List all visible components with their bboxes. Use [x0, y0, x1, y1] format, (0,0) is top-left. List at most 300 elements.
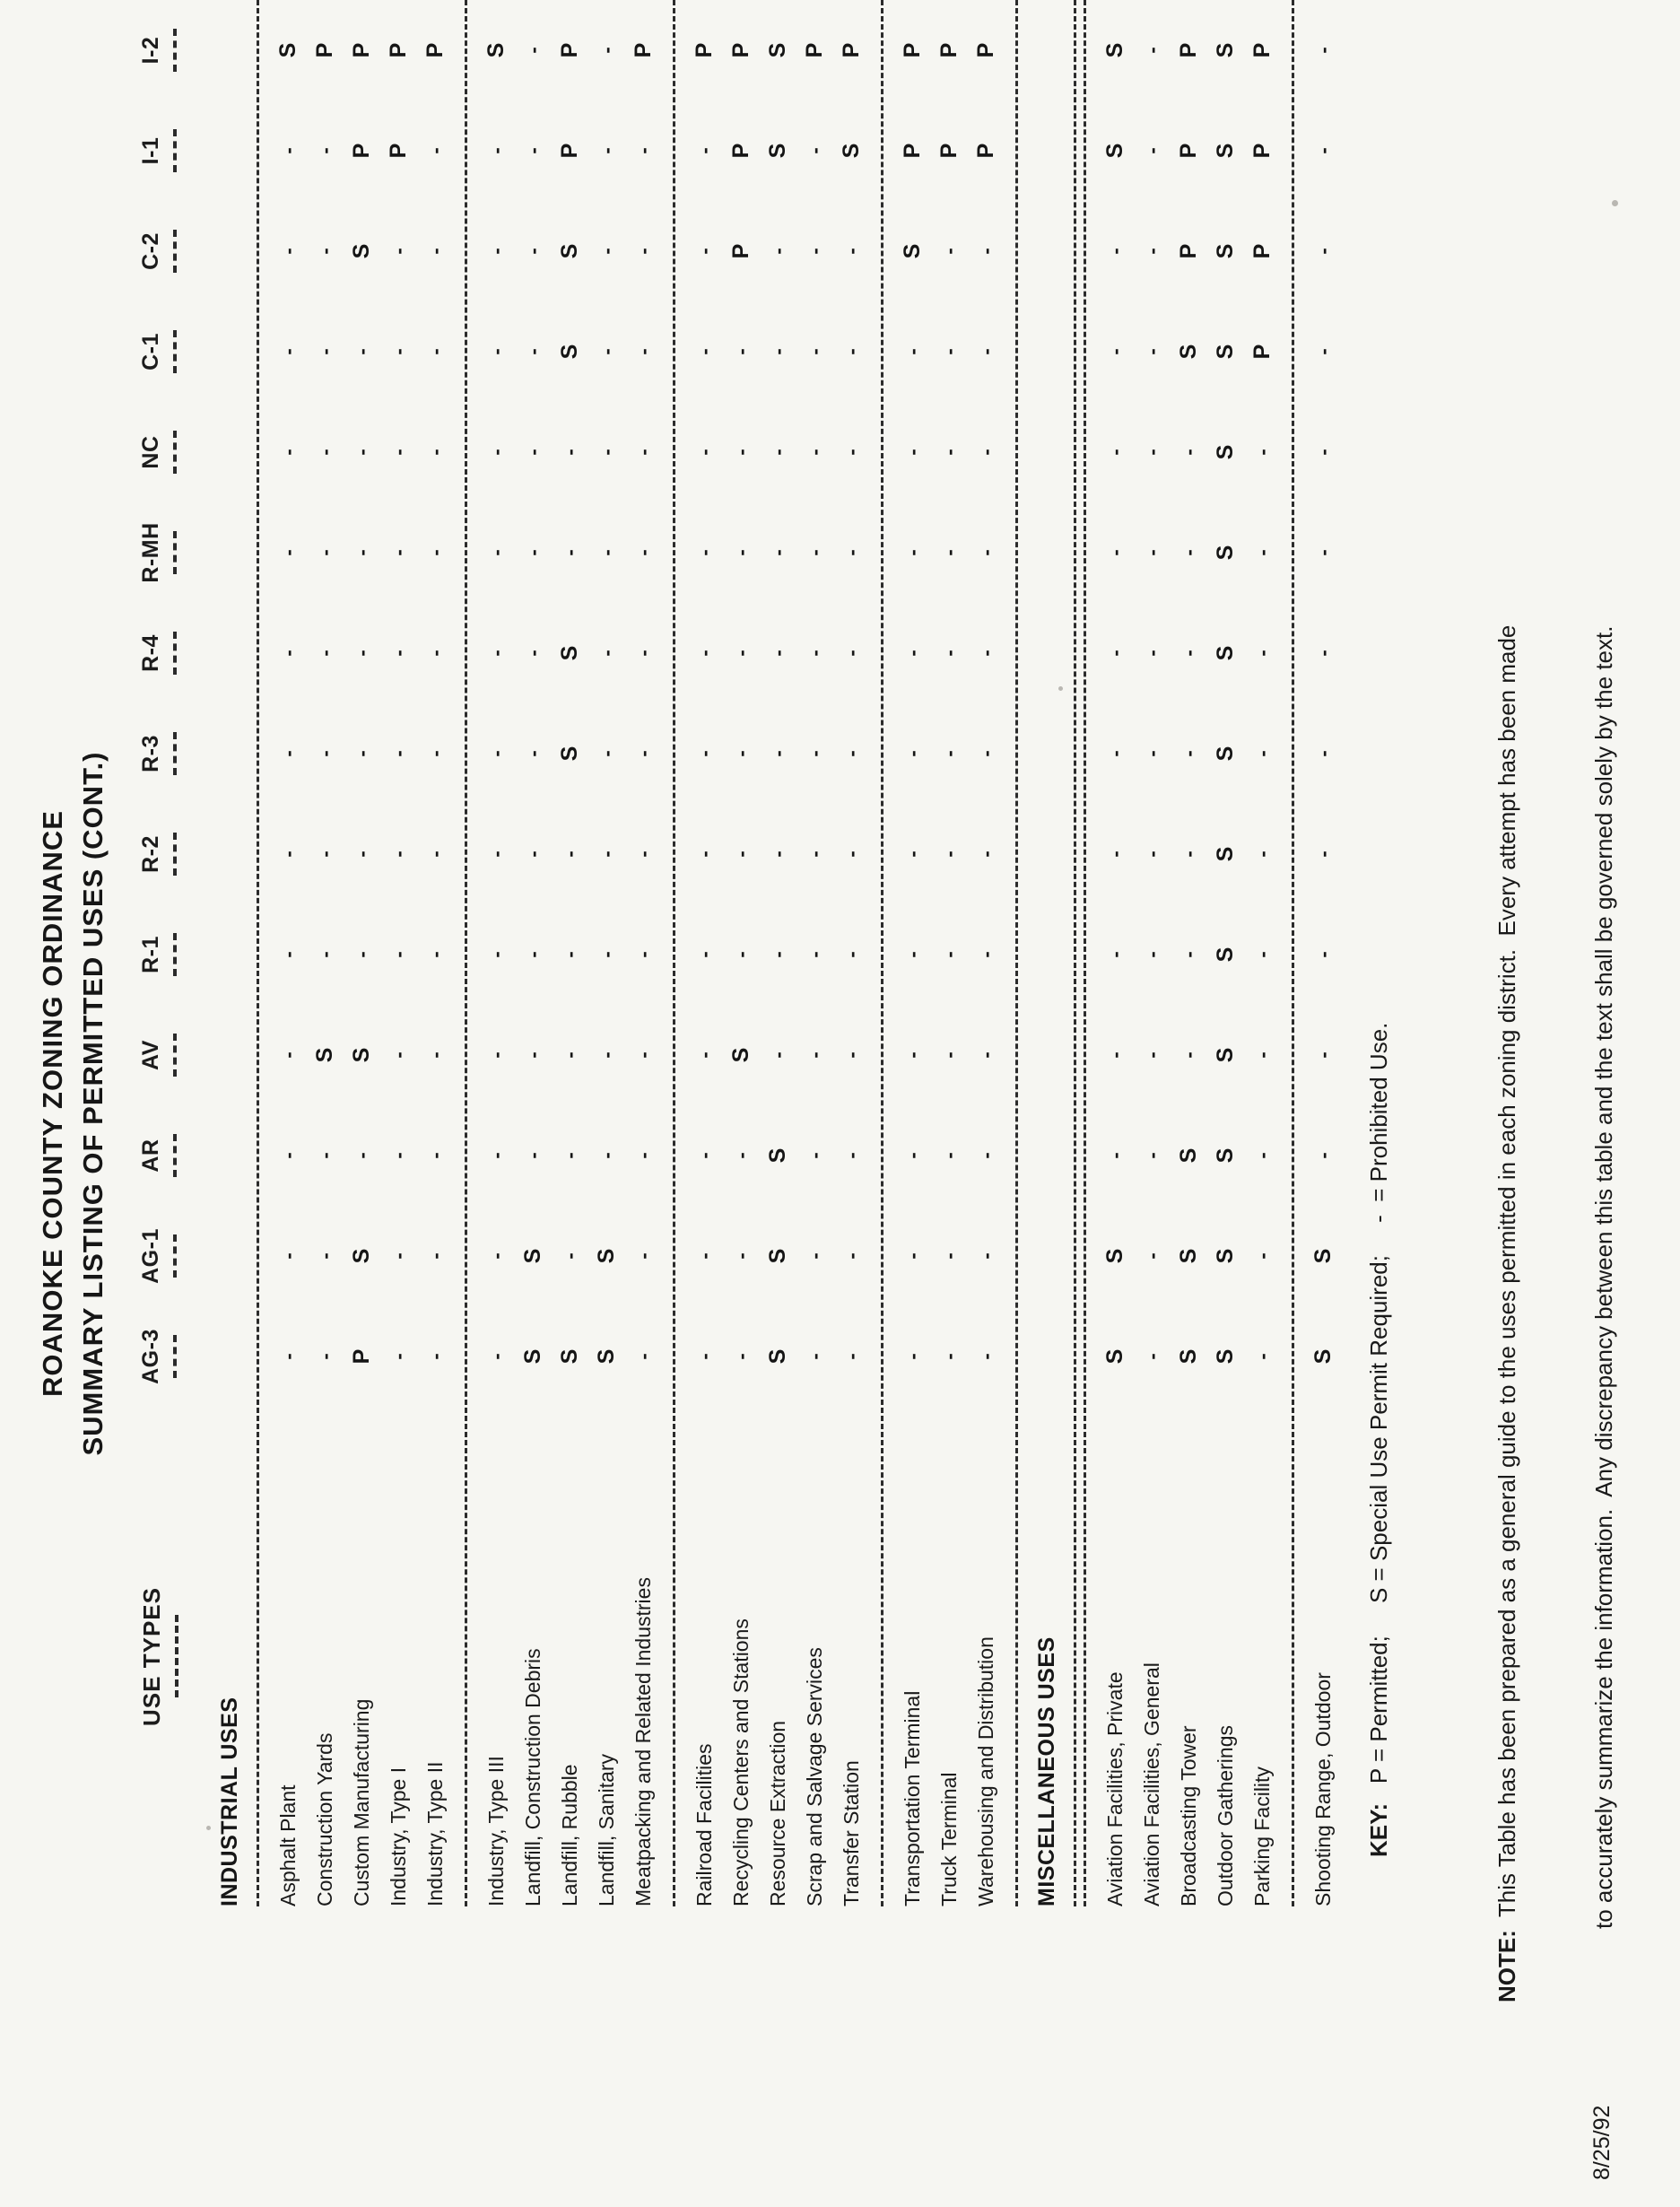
cell-c-1: - [1140, 348, 1163, 355]
cell-i-1: P [900, 143, 925, 159]
cell-r-2: - [901, 851, 924, 858]
cell-c-2: - [937, 248, 961, 255]
cell-ag-1: - [423, 1252, 447, 1260]
cell-c-2: - [595, 248, 618, 255]
cell-r-mh: - [692, 549, 716, 556]
note-text [1426, 625, 1680, 2002]
cell-ag-1: - [974, 1252, 997, 1260]
cell-r-2: - [521, 851, 544, 858]
cell-c-1: - [521, 348, 544, 355]
cell-ag-1: - [387, 1252, 410, 1260]
cell-r-2: - [1103, 851, 1127, 858]
cell-i-2: - [1311, 47, 1335, 54]
cell-r-mh: - [1103, 549, 1127, 556]
cell-ag-3: S [1176, 1348, 1201, 1365]
cell-i-2: S [1102, 42, 1127, 58]
use-type-label: Landfill, Construction Debris [521, 1648, 544, 1906]
scan-speck [1612, 200, 1618, 206]
cell-ar: - [901, 1152, 924, 1159]
use-types-label: USE TYPES [138, 1587, 165, 1726]
district-label: AV [138, 1040, 163, 1070]
column-header-r-3 [133, 703, 210, 804]
cell-r-3: - [1103, 750, 1127, 757]
cell-ag-3: - [276, 1353, 300, 1360]
cell-ar: - [1250, 1152, 1274, 1159]
cell-i-1: - [1140, 147, 1163, 154]
cell-ar: - [631, 1152, 655, 1159]
cell-r-2: - [313, 851, 336, 858]
cell-av: S [1213, 1047, 1238, 1063]
cell-r-2: - [1311, 851, 1335, 858]
cell-i-1: P [349, 143, 374, 159]
cell-ag-3: - [387, 1353, 410, 1360]
district-underline [173, 632, 177, 675]
district-label: I-2 [138, 36, 163, 65]
cell-i-1: P [386, 143, 411, 159]
cell-r-1: - [1311, 951, 1335, 958]
cell-ag-3: - [1250, 1353, 1274, 1360]
cell-ar: - [937, 1152, 961, 1159]
cell-av: - [558, 1051, 581, 1059]
cell-r-3: - [1250, 750, 1274, 757]
cell-c-1: S [557, 344, 582, 360]
cell-i-1: - [313, 147, 336, 154]
cell-ag-1: S [1176, 1248, 1201, 1264]
cell-r-4: - [521, 650, 544, 657]
cell-c-2: - [803, 248, 826, 255]
cell-nc: - [1177, 449, 1200, 456]
cell-ag-3: - [803, 1353, 826, 1360]
cell-r-4: S [1213, 645, 1238, 661]
cell-i-1: P [1176, 143, 1201, 159]
cell-av: - [840, 1051, 863, 1059]
cell-ar: - [558, 1152, 581, 1159]
column-header-r-2 [133, 804, 210, 904]
use-type-label: Industry, Type II [423, 1761, 447, 1906]
cell-r-2: - [974, 851, 997, 858]
cell-r-4: - [729, 650, 753, 657]
cell-r-4: - [484, 650, 508, 657]
cell-i-1: S [1102, 143, 1127, 159]
cell-r-3: S [557, 746, 582, 762]
cell-ag-1: - [276, 1252, 300, 1260]
table-row-landfill-construction-debris [515, 0, 552, 1906]
cell-av: S [349, 1047, 374, 1063]
cell-r-3: - [901, 750, 924, 757]
dashed-divider [1292, 0, 1294, 1906]
cell-r-mh: - [350, 549, 373, 556]
cell-ag-1: - [803, 1252, 826, 1260]
cell-c-1: - [840, 348, 863, 355]
cell-av: - [423, 1051, 447, 1059]
use-type-label: Industry, Type III [484, 1756, 508, 1906]
cell-i-1: - [423, 147, 447, 154]
cell-i-2: P [728, 42, 753, 58]
cell-c-1: - [350, 348, 373, 355]
cell-nc: - [937, 449, 961, 456]
table-row-scrap-and-salvage-services [796, 0, 833, 1906]
key-text: P = Permitted; S = Special Use Permit Required; - = Prohibited Use. [1365, 1022, 1392, 1803]
date-stamp: 8/25/92 [1589, 2105, 1615, 2180]
cell-c-1: - [803, 348, 826, 355]
use-type-label: Truck Terminal [937, 1772, 961, 1906]
use-type-label: Recycling Centers and Stations [729, 1618, 753, 1906]
cell-av: - [631, 1051, 655, 1059]
title-line-2: SUMMARY LISTING OF PERMITTED USES (CONT.) [77, 751, 109, 1456]
table-row-parking-facility [1244, 0, 1281, 1906]
use-type-label: Resource Extraction [766, 1720, 789, 1906]
district-label: NC [138, 435, 163, 469]
use-type-label: Shooting Range, Outdoor [1311, 1672, 1335, 1906]
cell-av: - [595, 1051, 618, 1059]
district-label: AG-1 [138, 1228, 163, 1284]
cell-nc: - [1250, 449, 1274, 456]
table-row-construction-yards [307, 0, 344, 1906]
cell-i-2: S [1213, 42, 1238, 58]
use-type-label: Construction Yards [313, 1732, 336, 1906]
cell-ar: - [974, 1152, 997, 1159]
use-type-label: Transportation Terminal [901, 1690, 924, 1906]
cell-c-1: - [387, 348, 410, 355]
district-label: C-1 [138, 333, 163, 371]
cell-i-1: P [973, 143, 998, 159]
cell-nc: - [729, 449, 753, 456]
column-header-ag-3 [133, 1306, 210, 1407]
cell-c-2: S [1213, 243, 1238, 259]
cell-i-1: P [557, 143, 582, 159]
cell-ag-1: S [594, 1248, 619, 1264]
cell-ag-3: - [313, 1353, 336, 1360]
cell-ag-3: - [729, 1353, 753, 1360]
cell-r-mh: - [387, 549, 410, 556]
cell-ag-3: - [692, 1353, 716, 1360]
cell-c-1: - [692, 348, 716, 355]
cell-c-1: - [595, 348, 618, 355]
cell-nc: - [766, 449, 789, 456]
cell-nc: - [313, 449, 336, 456]
cell-c-2: - [1140, 248, 1163, 255]
cell-r-4: - [1250, 650, 1274, 657]
use-type-label: Custom Manufacturing [350, 1698, 373, 1906]
column-header-c-1 [133, 301, 210, 402]
cell-r-4: - [276, 650, 300, 657]
key-label: KEY: [1365, 1802, 1392, 1857]
column-header-i-2 [133, 0, 210, 100]
cell-ag-3: S [594, 1348, 619, 1365]
cell-r-mh: - [1177, 549, 1200, 556]
cell-av: - [276, 1051, 300, 1059]
cell-r-1: - [387, 951, 410, 958]
cell-r-1: - [484, 951, 508, 958]
dashed-divider [1015, 0, 1018, 1906]
cell-r-4: - [631, 650, 655, 657]
cell-r-2: S [1213, 846, 1238, 862]
cell-i-2: P [1249, 42, 1275, 58]
district-label: R-1 [138, 936, 163, 973]
cell-r-mh: - [729, 549, 753, 556]
cell-i-2: P [386, 42, 411, 58]
cell-nc: - [692, 449, 716, 456]
cell-r-4: - [974, 650, 997, 657]
district-label: R-4 [138, 634, 163, 672]
cell-i-2: P [312, 42, 337, 58]
cell-r-4: - [1177, 650, 1200, 657]
district-underline [173, 531, 177, 574]
column-header-use-types [133, 1407, 210, 1906]
use-type-label: Landfill, Rubble [558, 1764, 581, 1906]
cell-r-3: - [423, 750, 447, 757]
district-label: C-2 [138, 232, 163, 270]
cell-r-2: - [1177, 851, 1200, 858]
district-underline [173, 1335, 177, 1378]
cell-c-1: - [631, 348, 655, 355]
cell-c-1: - [766, 348, 789, 355]
cell-r-3: - [276, 750, 300, 757]
cell-ag-1: - [1250, 1252, 1274, 1260]
cell-r-4: - [766, 650, 789, 657]
cell-ag-1: - [729, 1252, 753, 1260]
cell-r-mh: - [521, 549, 544, 556]
cell-nc: - [484, 449, 508, 456]
use-type-label: Railroad Facilities [692, 1743, 716, 1906]
cell-ar: - [1311, 1152, 1335, 1159]
cell-av: - [1140, 1051, 1163, 1059]
cell-ag-1: - [484, 1252, 508, 1260]
cell-ag-1: - [558, 1252, 581, 1260]
cell-c-1: - [276, 348, 300, 355]
cell-r-3: - [387, 750, 410, 757]
cell-r-4: - [803, 650, 826, 657]
use-type-label: Parking Facility [1250, 1766, 1274, 1906]
table-row-railroad-facilities [686, 0, 723, 1906]
cell-c-2: - [692, 248, 716, 255]
cell-c-2: S [557, 243, 582, 259]
cell-ar: - [729, 1152, 753, 1159]
cell-nc: - [974, 449, 997, 456]
table-row-recycling-centers-and-stations [723, 0, 760, 1906]
cell-av: - [901, 1051, 924, 1059]
cell-r-2: - [595, 851, 618, 858]
table-row-transfer-station [833, 0, 870, 1906]
cell-c-1: - [1311, 348, 1335, 355]
cell-r-4: - [840, 650, 863, 657]
cell-ar: - [484, 1152, 508, 1159]
cell-r-mh: - [974, 549, 997, 556]
use-type-label: Aviation Facilities, General [1140, 1662, 1163, 1906]
cell-i-1: - [595, 147, 618, 154]
document-title [32, 0, 113, 2207]
section-header-miscellaneous-uses: MISCELLANEOUS USES [1034, 1636, 1059, 1906]
cell-i-2: P [900, 42, 925, 58]
table-row-industry-type-i [380, 0, 417, 1906]
cell-r-1: - [423, 951, 447, 958]
cell-ar: S [1176, 1147, 1201, 1164]
table-row-truck-terminal [931, 0, 968, 1906]
cell-nc: - [803, 449, 826, 456]
cell-ag-1: S [1213, 1248, 1238, 1264]
cell-r-mh: - [558, 549, 581, 556]
cell-c-2: - [1311, 248, 1335, 255]
cell-ag-3: - [484, 1353, 508, 1360]
cell-i-2: S [765, 42, 790, 58]
cell-r-2: - [729, 851, 753, 858]
cell-c-2: - [276, 248, 300, 255]
dashed-divider [673, 0, 675, 1906]
table-row-asphalt-plant [270, 0, 307, 1906]
column-header-ar [133, 1105, 210, 1206]
cell-r-mh: - [937, 549, 961, 556]
cell-av: - [803, 1051, 826, 1059]
cell-ag-3: - [901, 1353, 924, 1360]
cell-r-2: - [1250, 851, 1274, 858]
cell-ar: - [1103, 1152, 1127, 1159]
cell-r-4: - [423, 650, 447, 657]
cell-r-3: - [937, 750, 961, 757]
cell-nc: - [350, 449, 373, 456]
cell-av: - [1177, 1051, 1200, 1059]
title-line-1: ROANOKE COUNTY ZONING ORDINANCE [37, 810, 68, 1397]
district-underline [173, 29, 177, 72]
table-row-broadcasting-tower [1171, 0, 1207, 1906]
column-header-nc [133, 402, 210, 502]
column-header-ag-1 [133, 1206, 210, 1306]
cell-r-1: - [521, 951, 544, 958]
district-underline [173, 330, 177, 373]
cell-ar: - [423, 1152, 447, 1159]
permitted-uses-table [133, 0, 1342, 1906]
cell-r-1: - [276, 951, 300, 958]
district-underline [173, 129, 177, 172]
cell-c-2: - [484, 248, 508, 255]
cell-ag-3: - [631, 1353, 655, 1360]
cell-ag-1: - [692, 1252, 716, 1260]
cell-r-1: - [1140, 951, 1163, 958]
cell-c-1: P [1249, 344, 1275, 360]
cell-r-mh: - [276, 549, 300, 556]
cell-c-2: S [900, 243, 925, 259]
cell-ag-3: S [1213, 1348, 1238, 1365]
cell-r-mh: - [313, 549, 336, 556]
cell-r-4: - [1140, 650, 1163, 657]
cell-nc: - [901, 449, 924, 456]
cell-nc: - [521, 449, 544, 456]
cell-r-mh: - [423, 549, 447, 556]
cell-r-1: S [1213, 946, 1238, 963]
cell-av: - [387, 1051, 410, 1059]
cell-ag-3: S [765, 1348, 790, 1365]
cell-av: - [974, 1051, 997, 1059]
cell-i-1: - [692, 147, 716, 154]
cell-r-3: - [521, 750, 544, 757]
cell-i-2: P [936, 42, 962, 58]
cell-r-4: - [1103, 650, 1127, 657]
dashed-divider [1084, 0, 1086, 1906]
cell-ar: S [1213, 1147, 1238, 1164]
column-header-av [133, 1005, 210, 1105]
cell-i-1: P [728, 143, 753, 159]
cell-r-1: - [840, 951, 863, 958]
cell-r-4: - [387, 650, 410, 657]
column-header-i-1 [133, 100, 210, 201]
cell-ar: - [840, 1152, 863, 1159]
cell-i-2: - [521, 47, 544, 54]
cell-r-4: - [937, 650, 961, 657]
cell-av: - [766, 1051, 789, 1059]
cell-c-2: - [631, 248, 655, 255]
cell-i-2: P [839, 42, 864, 58]
table-row-aviation-facilities-private [1097, 0, 1134, 1906]
use-type-label: Landfill, Sanitary [595, 1753, 618, 1906]
table-row-industry-type-ii [417, 0, 454, 1906]
cell-c-1: S [1213, 344, 1238, 360]
cell-ag-3: S [557, 1348, 582, 1365]
table-body [213, 0, 1342, 1906]
cell-av: - [1250, 1051, 1274, 1059]
cell-c-1: - [484, 348, 508, 355]
cell-nc: - [1311, 449, 1335, 456]
cell-ar: - [595, 1152, 618, 1159]
column-header-r-1 [133, 904, 210, 1005]
cell-r-1: - [729, 951, 753, 958]
cell-i-1: - [631, 147, 655, 154]
cell-i-1: - [1311, 147, 1335, 154]
table-row-industry-type-iii [478, 0, 515, 1906]
district-underline [173, 1134, 177, 1177]
cell-r-3: - [1311, 750, 1335, 757]
cell-r-2: - [692, 851, 716, 858]
cell-ag-3: - [1140, 1353, 1163, 1360]
cell-ar: - [521, 1152, 544, 1159]
cell-c-1: - [313, 348, 336, 355]
cell-r-mh: - [840, 549, 863, 556]
cell-r-2: - [558, 851, 581, 858]
cell-r-1: - [631, 951, 655, 958]
cell-r-4: - [901, 650, 924, 657]
cell-av: S [728, 1047, 753, 1063]
cell-r-3: - [1177, 750, 1200, 757]
note-line-1 [1491, 625, 1523, 2002]
cell-r-1: - [313, 951, 336, 958]
use-type-label: Industry, Type I [387, 1766, 410, 1906]
cell-i-2: P [422, 42, 448, 58]
district-label: R-3 [138, 735, 163, 772]
cell-r-1: - [692, 951, 716, 958]
use-type-label: Asphalt Plant [276, 1784, 300, 1906]
cell-i-1: - [276, 147, 300, 154]
cell-ag-3: P [349, 1348, 374, 1365]
cell-i-2: P [692, 42, 717, 58]
cell-i-2: P [631, 42, 656, 58]
use-type-label: Warehousing and Distribution [974, 1636, 997, 1906]
cell-i-2: P [349, 42, 374, 58]
cell-c-2: S [349, 243, 374, 259]
cell-r-3: S [1213, 746, 1238, 762]
cell-r-mh: - [766, 549, 789, 556]
cell-c-2: - [974, 248, 997, 255]
table-row-aviation-facilities-general [1134, 0, 1171, 1906]
cell-c-2: - [521, 248, 544, 255]
district-label: AR [138, 1138, 163, 1173]
cell-r-mh: - [901, 549, 924, 556]
cell-ag-3: - [423, 1353, 447, 1360]
district-underline [173, 431, 177, 474]
cell-nc: - [595, 449, 618, 456]
column-header-r-mh [133, 502, 210, 603]
cell-r-2: - [423, 851, 447, 858]
cell-c-2: P [1249, 243, 1275, 259]
cell-r-3: - [1140, 750, 1163, 757]
cell-ar: - [692, 1152, 716, 1159]
